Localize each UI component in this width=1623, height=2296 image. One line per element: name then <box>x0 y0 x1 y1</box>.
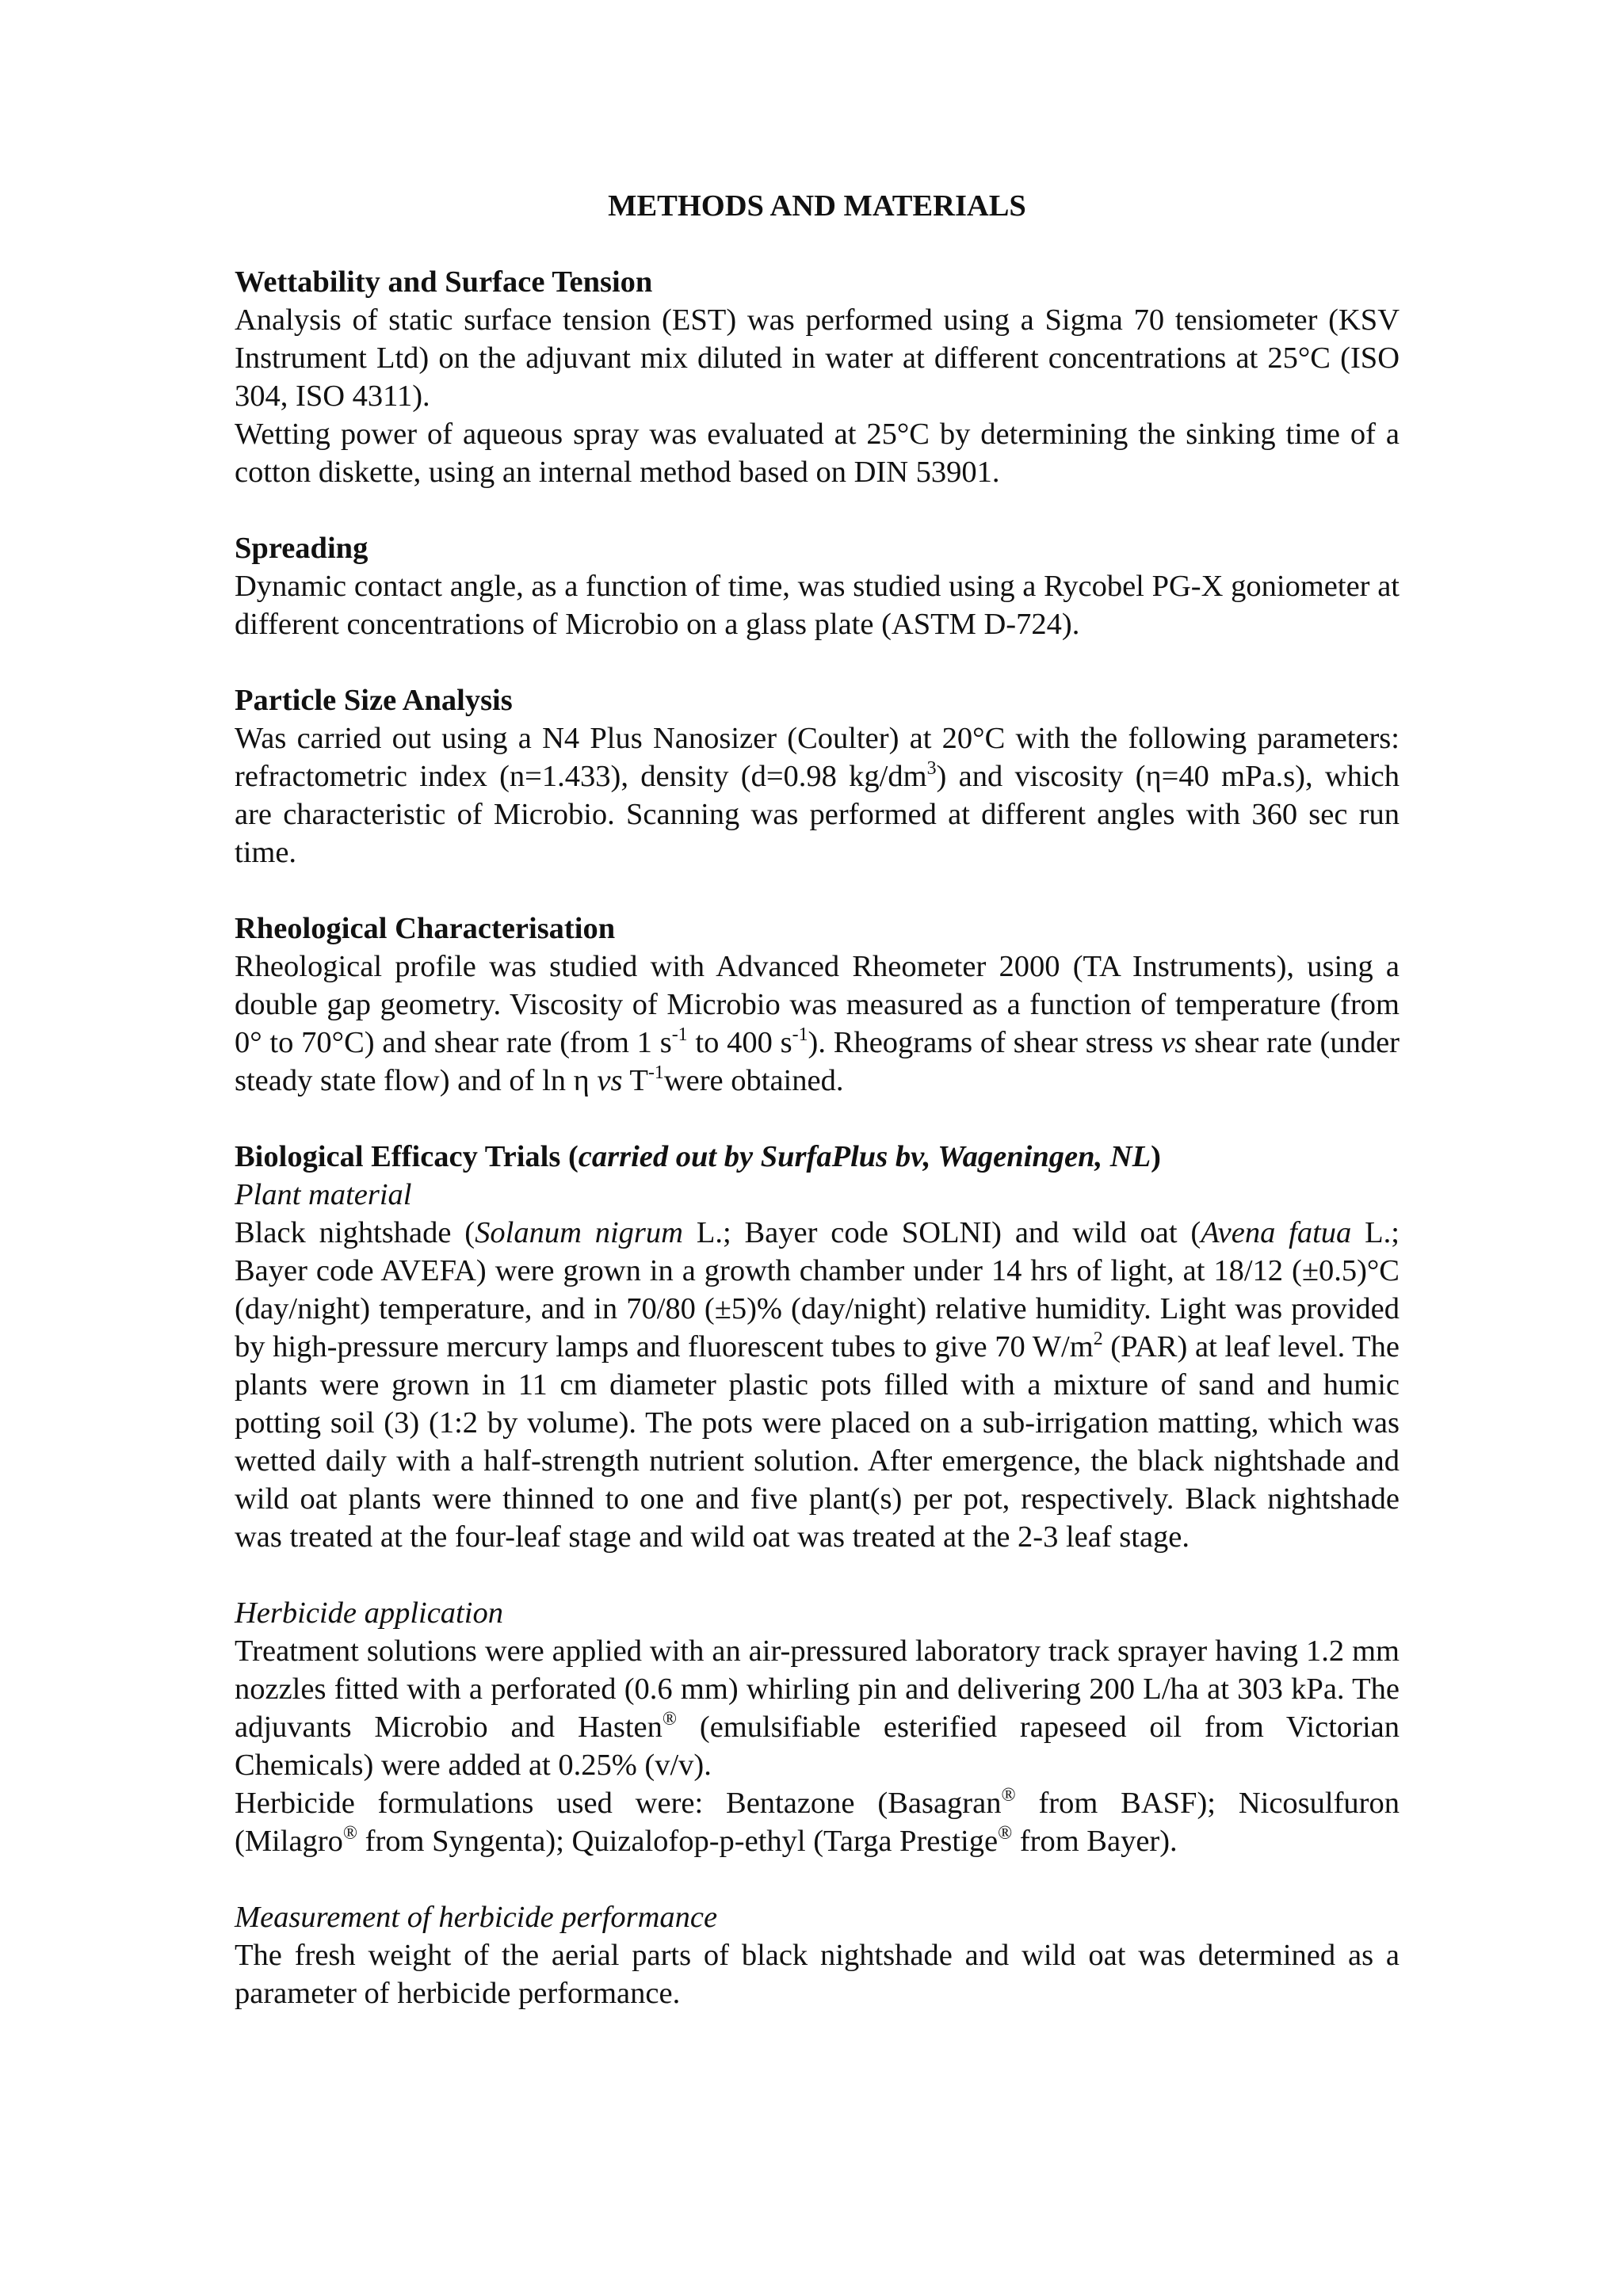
section-heading: Particle Size Analysis <box>235 684 513 717</box>
text-run: (emulsifiable esterified rapeseed oil from Victorian Chemicals) were added at 0.25% (v/v). <box>235 1711 1400 1782</box>
section-rheology <box>235 910 1400 1100</box>
heading-text: Biological Efficacy Trials ( <box>235 1140 579 1173</box>
paragraph: Dynamic contact angle, as a function of time, was studied using a Rycobel PG-X goniometer at different concentrations of Microbio on a glass plate (ASTM D-724). <box>235 570 1400 641</box>
heading-text: ) <box>1151 1140 1161 1173</box>
section-herbicide-application <box>235 1594 1400 1860</box>
subsection-heading: Measurement of herbicide performance <box>235 1901 718 1934</box>
text-run: ) and viscosity (η=40 mPa.s), which are characteristic of Microbio. Scanning was performed at different angles with 360 sec run time. <box>235 760 1400 869</box>
section-heading: Wettability and Surface Tension <box>235 265 653 299</box>
section-biological-efficacy <box>235 1138 1400 1556</box>
superscript: 2 <box>1093 1329 1103 1350</box>
text-run: Treatment solutions were applied with an air-pressured laboratory track sprayer having 1.2 mm nozzles fitted with a perforated (0.6 mm) whirling pin and delivering 200 L/ha at 303 kPa. The adjuvants Microbio and Hasten <box>235 1634 1400 1744</box>
page-title: METHODS AND MATERIALS <box>608 189 1026 223</box>
species-name: Avena fatua <box>1201 1216 1352 1249</box>
text-run: Rheological profile was studied with Advanced Rheometer 2000 (TA Instruments), using a double gap geometry. Viscosity of Microbio was measured as a function of temperature (from 0° to 70°C) and shear rate (from 1 s <box>235 950 1400 1059</box>
section-measurement <box>235 1898 1400 2012</box>
paragraph: The fresh weight of the aerial parts of black nightshade and wild oat was determined as a parameter of herbicide performance. <box>235 1939 1400 2010</box>
text-run: from Bayer). <box>1012 1825 1178 1858</box>
paragraph: Analysis of static surface tension (EST) was performed using a Sigma 70 tensiometer (KSV Instrument Ltd) on the adjuvant mix diluted in water at different concentrations at 25°C (ISO 304, ISO 4311). <box>235 303 1400 413</box>
section-particle-size <box>235 681 1400 871</box>
paragraph <box>235 1784 1400 1860</box>
superscript: 3 <box>926 758 937 780</box>
paragraph: Wetting power of aqueous spray was evaluated at 25°C by determining the sinking time of a cotton diskette, using an internal method based on DIN 53901. <box>235 418 1400 489</box>
heading-italic-text: carried out by SurfaPlus bv, Wageningen, NL <box>578 1140 1151 1173</box>
section-spreading <box>235 529 1400 643</box>
species-name: Solanum nigrum <box>475 1216 683 1249</box>
registered-mark: ® <box>662 1709 678 1730</box>
text-run: L.; Bayer code SOLNI) and wild oat ( <box>682 1216 1201 1249</box>
subsection-heading: Plant material <box>235 1178 412 1211</box>
paragraph <box>235 948 1400 1100</box>
superscript: -1 <box>647 1062 664 1084</box>
text-run: (PAR) at leaf level. The plants were grown in 11 cm diameter plastic pots filled with a mixture of sand and humic potting soil (3) (1:2 by volume). The pots were placed on a sub-irrigation matting, which was wetted daily with a half-strength nutrient solution. After emergence, the black nightshade and wild oat plants were thinned to one and five plant(s) per pot, respectively. Black nightshade was treated at the four-leaf stage and wild oat was treated at the 2-3 leaf stage. <box>235 1330 1400 1554</box>
subsection-heading: Herbicide application <box>235 1596 503 1630</box>
text-run: from Syngenta); Quizalofop-p-ethyl (Targa Prestige <box>357 1825 999 1858</box>
text-run: from BASF); Nicosulfuron (Milagro <box>235 1787 1400 1858</box>
text-run: T <box>622 1064 648 1097</box>
document-page <box>235 187 1400 2012</box>
superscript: -1 <box>671 1024 688 1046</box>
superscript: -1 <box>792 1024 808 1046</box>
section-heading: Rheological Characterisation <box>235 912 616 945</box>
text-run: Herbicide formulations used were: Bentazone (Basagran <box>235 1787 1002 1820</box>
paragraph <box>235 1632 1400 1784</box>
text-run: ). Rheograms of shear stress <box>808 1026 1162 1059</box>
text-run: to 400 s <box>687 1026 792 1059</box>
italic-term: vs <box>1161 1026 1187 1059</box>
text-run: Was carried out using a N4 Plus Nanosizer (Coulter) at 20°C with the following parameters: refractometric index (n=1.433), density (d=0.98 kg/dm <box>235 722 1400 793</box>
section-heading <box>235 1138 1400 1176</box>
paragraph <box>235 1214 1400 1556</box>
paragraph <box>235 719 1400 871</box>
registered-mark: ® <box>1001 1785 1016 1806</box>
registered-mark: ® <box>998 1823 1013 1844</box>
text-run: L.; Bayer code AVEFA) were grown in a growth chamber under 14 hrs of light, at 18/12 (±0.5)°C (day/night) temperature, and in 70/80 (±5)% (day/night) relative humidity. Light was provided by high-pressure mercury lamps and fluorescent tubes to give 70 W/m <box>235 1216 1400 1363</box>
text-run: Black nightshade ( <box>235 1216 475 1249</box>
section-wettability <box>235 263 1400 491</box>
italic-term: vs <box>597 1064 623 1097</box>
registered-mark: ® <box>342 1823 357 1844</box>
section-heading: Spreading <box>235 532 369 565</box>
text-run: shear rate (under steady state flow) and of ln η <box>235 1026 1400 1097</box>
text-run: were obtained. <box>663 1064 844 1097</box>
